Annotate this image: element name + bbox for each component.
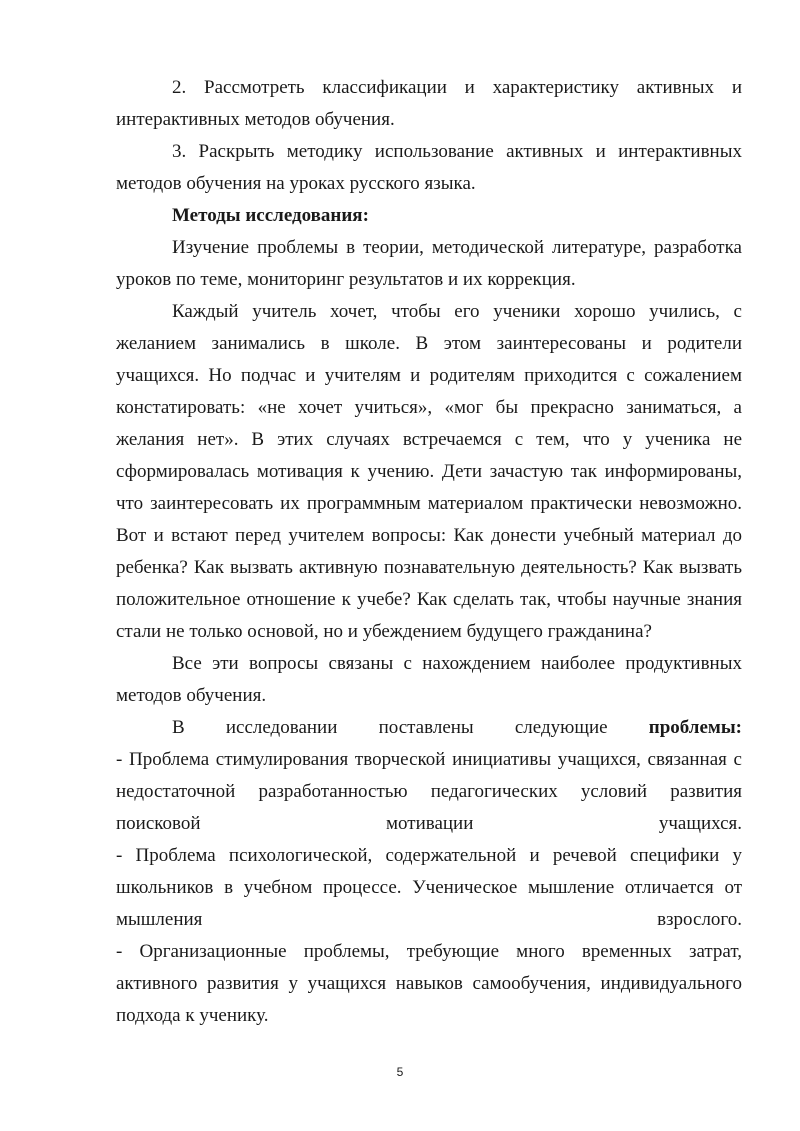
problem-3-paragraph: - Организационные проблемы, требующие много временных затрат, активного развития у учащихся навыков самообучения, индивидуального подхода к ученику.	[116, 941, 742, 1026]
problem-2-paragraph: - Проблема психологической, содержательной и речевой специфики у школьников в учебном процессе. Ученическое мышление отличается от мышления взрослого.	[116, 845, 742, 930]
methods-heading: Методы исследования:	[172, 205, 369, 226]
problems-intro-text: В исследовании поставлены следующие	[172, 717, 608, 738]
teacher-motivation-paragraph: Каждый учитель хочет, чтобы его ученики хорошо учились, с желанием занимались в школе. В этом заинтересованы и родители учащихся. Но подчас и учителям и родителям приходится с сожалением констатировать: «не хочет учиться», «мог бы прекрасно заниматься, а желания нет». В этих случаях встречаемся с тем, что у ученика не сформировалась мотивация к учению. Дети зачастую так информированы, что заинтересовать их программным материалом практически невозможно. Вот и встают перед учителем вопросы: Как донести учебный материал до ребенка? Как вызвать активную познавательную деятельность? Как вызвать положительное отношение к учебе? Как сделать так, чтобы научные знания стали не только основой, но и убеждением будущего гражданина?	[116, 301, 742, 642]
document-page	[116, 72, 742, 1032]
problems-label: проблемы:	[648, 717, 742, 738]
problem-1-paragraph: - Проблема стимулирования творческой инициативы учащихся, связанная с недостаточной разработанностью педагогических условий развития поисковой мотивации учащихся.	[116, 749, 742, 834]
page-number: 5	[396, 1065, 404, 1079]
problems-intro-paragraph	[116, 712, 742, 744]
methods-paragraph: Изучение проблемы в теории, методической литературе, разработка уроков по теме, мониторинг результатов и их коррекция.	[116, 237, 742, 290]
task-2-paragraph: 2. Рассмотреть классификации и характеристику активных и интерактивных методов обучения.	[116, 77, 742, 130]
questions-paragraph: Все эти вопросы связаны с нахождением наиболее продуктивных методов обучения.	[116, 653, 742, 706]
task-3-paragraph: 3. Раскрыть методику использование активных и интерактивных методов обучения на уроках русского языка.	[116, 141, 742, 194]
